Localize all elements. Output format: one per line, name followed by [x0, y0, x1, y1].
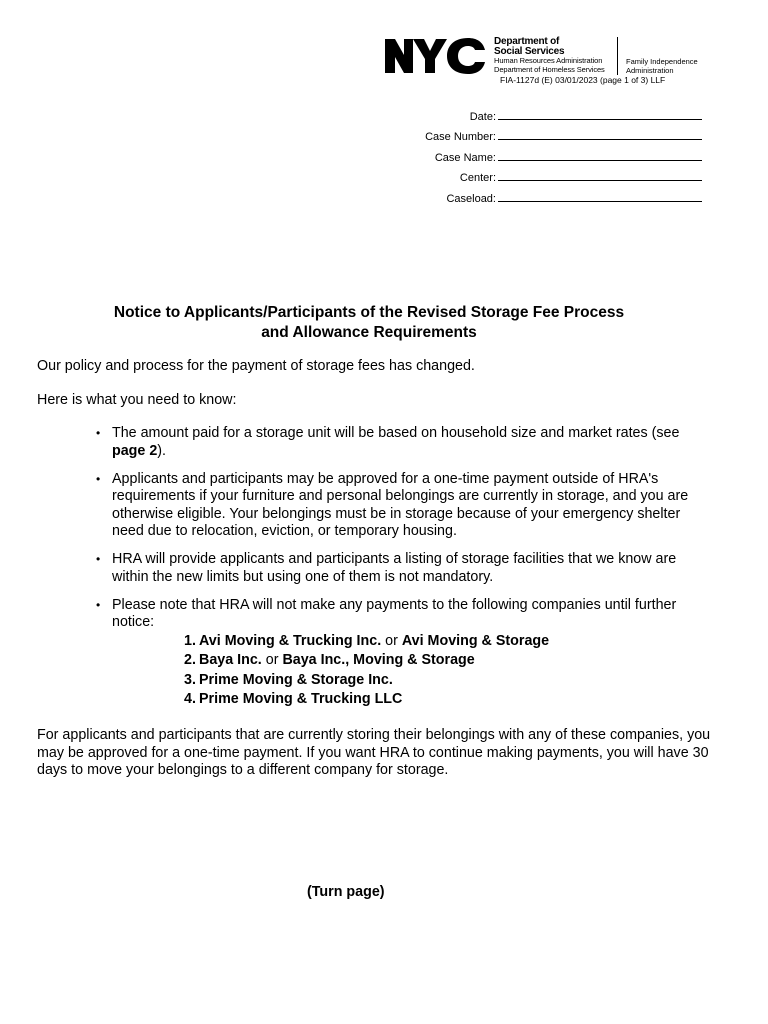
bullet-text: Please note that HRA will not make any payments to the following companies until further notice: [112, 596, 677, 630]
bullet-icon: • [96, 471, 101, 486]
bullet-text: The amount paid for a storage unit will be based on household size and market rates (see [112, 425, 680, 441]
bullet-icon: • [96, 597, 101, 612]
company-or: or [261, 652, 283, 668]
intro-paragraph: Our policy and process for the payment of storage fees has changed. [37, 358, 475, 374]
logo-divider [617, 37, 618, 75]
company-alt-name: Avi Moving & Storage [401, 632, 550, 649]
field-center [400, 164, 702, 185]
case-fields [400, 102, 702, 205]
company-number: 2. [184, 652, 196, 668]
fia-line-2: Administration [626, 65, 674, 75]
list-item [96, 471, 706, 541]
bullet-list [96, 425, 706, 711]
company-name: Prime Moving & Storage Inc. [199, 671, 393, 688]
field-date [400, 102, 702, 123]
case-number-blank-line[interactable] [498, 127, 702, 140]
field-label: Caseload: [446, 192, 496, 205]
dept-title-line-1: Department of [494, 36, 560, 47]
date-blank-line[interactable] [498, 107, 702, 120]
company-number: 3. [184, 671, 196, 688]
nyc-logo [384, 37, 488, 75]
field-label: Center: [459, 172, 496, 184]
field-label: Case Name: [434, 151, 496, 164]
page-reference: page 2 [112, 442, 158, 459]
dept-sub-dhs: Department of Homeless Services [494, 64, 605, 74]
turn-page-note: (Turn page) [307, 884, 385, 900]
bullet-text-end: ). [157, 442, 167, 459]
company-alt-name: Baya Inc., Moving & Storage [282, 652, 475, 668]
field-label: Case Number: [425, 131, 496, 143]
company-item [184, 672, 706, 690]
company-name: Prime Moving & Trucking LLC [199, 691, 403, 707]
company-item [184, 691, 706, 709]
bullet-icon: • [96, 552, 101, 566]
company-or: or [381, 632, 402, 649]
fia-line-1: Family Independence [626, 57, 698, 66]
bullet-icon: • [96, 426, 101, 440]
caseload-blank-line[interactable] [498, 189, 702, 202]
field-caseload [400, 184, 702, 205]
title-line-2: and Allowance Requirements [261, 324, 477, 341]
dept-sub-hra: Human Resources Administration [494, 56, 603, 65]
closing-paragraph: For applicants and participants that are currently storing their belongings with any of these companies, you may be approved for a one-time payment. If you want HRA to continue making payments, you will have 30 days to move your belongings to a different company for storage. [37, 727, 711, 778]
agency-logo-block [384, 37, 704, 89]
list-item [96, 597, 706, 709]
case-name-blank-line[interactable] [498, 148, 702, 161]
company-list [184, 633, 706, 709]
field-case-name [400, 143, 702, 164]
company-number: 4. [184, 691, 196, 707]
notice-title [0, 303, 768, 343]
company-item [184, 652, 706, 670]
dept-title-line-2: Social Services [494, 46, 565, 57]
company-item [184, 633, 706, 651]
company-number: 1. [184, 632, 196, 649]
field-case-number [400, 123, 702, 144]
list-item [96, 551, 706, 586]
bullet-text: HRA will provide applicants and participants a listing of storage facilities that we know are within the new limits but using one of them is not mandatory. [112, 551, 677, 585]
fia-administration [626, 58, 706, 75]
title-line-1: Notice to Applicants/Participants of the Revised Storage Fee Process [113, 304, 625, 321]
bullet-text: Applicants and participants may be approved for a one-time payment outside of HRA's requirements if your furniture and personal belongings are currently in storage, and you are otherwise eligible. Your belongings must be in storage because of your emergency shelter need due to relocation, eviction, or temporary housing. [112, 470, 689, 539]
form-id: FIA-1127d (E) 03/01/2023 (page 1 of 3) LLF [500, 75, 666, 85]
list-item [96, 425, 706, 460]
department-name [494, 37, 619, 74]
company-name: Avi Moving & Trucking Inc. [199, 632, 382, 649]
field-label: Date: [469, 110, 496, 123]
company-name: Baya Inc. [199, 652, 262, 668]
know-paragraph: Here is what you need to know: [37, 392, 237, 408]
center-blank-line[interactable] [498, 168, 702, 181]
